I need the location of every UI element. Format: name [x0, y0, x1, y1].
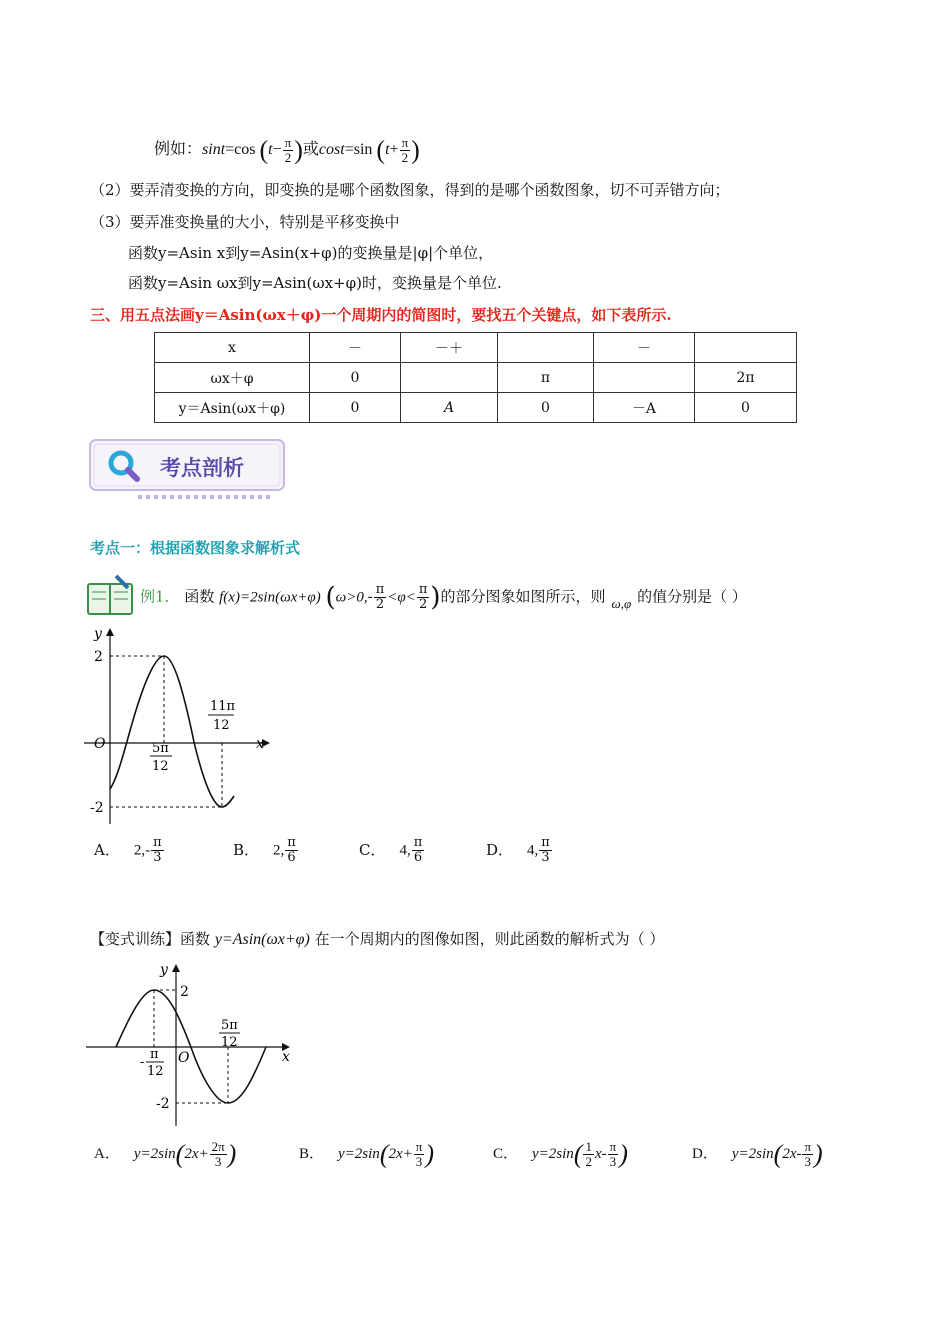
note-3: （3）要弄准变换量的大小，特别是平移变换中	[90, 213, 400, 231]
option-b[interactable]: B． 2, $\frac{\pi}{6}$	[233, 835, 296, 865]
table-row: ωx＋φ 0 π 2π	[155, 363, 797, 393]
svg-text:5π: 5π	[221, 1018, 238, 1033]
svg-text:12: 12	[213, 718, 230, 733]
note-3a: 函数y=Asin x到y=Asin(x+φ)的变换量是|φ|个单位，	[128, 244, 494, 262]
svg-text:2: 2	[180, 984, 189, 1000]
svg-text:-2: -2	[156, 1096, 170, 1112]
variant-graph	[84, 958, 304, 1128]
svg-text:12: 12	[147, 1064, 164, 1079]
svg-text:O: O	[178, 1050, 190, 1066]
table-row: x － －＋ －	[155, 333, 797, 363]
variant-option-a[interactable]: A． y=2sin(2x+ $\frac{2\pi}{3}$ )	[94, 1139, 237, 1169]
topic-1-heading: 考点一：根据函数图象求解析式	[90, 539, 301, 557]
book-icon	[86, 572, 134, 616]
note-2: （2）要弄清变换的方向，即变换的是哪个函数图象，得到的是哪个函数图象，切不可弄错方向；	[90, 181, 730, 199]
variant-question: 【变式训练】函数 y=Asin(ωx+φ) 在一个周期内的图像如图，则此函数的解析式为（ ）	[90, 930, 665, 948]
option-d[interactable]: D． 4, $\frac{\pi}{3}$	[486, 835, 550, 865]
option-a[interactable]: A． 2,- $\frac{\pi}{3}$	[94, 835, 162, 865]
svg-text:12: 12	[221, 1035, 238, 1050]
option-c[interactable]: C． 4, $\frac{\pi}{6}$	[359, 835, 423, 865]
example-1-graph	[84, 624, 284, 824]
svg-text:π: π	[150, 1047, 159, 1062]
variant-option-c[interactable]: C． y=2sin( $\frac{1}{2}$ x- $\frac{\pi}{3}$ )	[493, 1139, 628, 1169]
svg-text:12: 12	[152, 759, 169, 774]
svg-text:O: O	[94, 736, 106, 752]
variant-option-d[interactable]: D． y=2sin(2x- $\frac{\pi}{3}$ )	[692, 1139, 823, 1169]
svg-text:x: x	[256, 736, 264, 752]
svg-text:x: x	[282, 1049, 290, 1065]
five-point-table	[154, 332, 797, 423]
section-3-heading: 三、用五点法画y＝Asin(ωx＋φ)一个周期内的简图时，要找五个关键点，如下表所示.	[90, 306, 672, 324]
svg-text:2: 2	[94, 649, 103, 665]
note-3b: 函数y=Asin ωx到y=Asin(ωx+φ)时，变换量是个单位.	[128, 274, 502, 292]
svg-text:5π: 5π	[152, 741, 169, 756]
svg-text:y: y	[94, 626, 102, 642]
svg-text:-2: -2	[90, 800, 104, 816]
search-icon	[106, 448, 142, 484]
table-row: y＝Asin(ωx＋φ) 0 A 0 －A 0	[155, 393, 797, 423]
section-banner	[88, 438, 286, 496]
svg-text:y: y	[160, 962, 168, 978]
example-formula: 例如：sint=cos (t− $\frac{\pi}{2}$ )或cost=sin (t+ $\frac{\pi}{2}$ )	[154, 135, 420, 165]
banner-title: 考点剖析	[160, 456, 244, 480]
variant-option-b[interactable]: B． y=2sin(2x+ $\frac{\pi}{3}$ )	[299, 1139, 435, 1169]
svg-text:11π: 11π	[210, 699, 236, 714]
example-1-question: 例1． 函数 f(x)=2sin(ωx+φ) (ω>0,- $\frac{\pi}{2}$ <φ< $\frac{\pi}{2}$ )的部分图象如图所示，则 ω,φ 的值分别是（ ）	[140, 582, 747, 613]
svg-text:-: -	[140, 1055, 145, 1070]
